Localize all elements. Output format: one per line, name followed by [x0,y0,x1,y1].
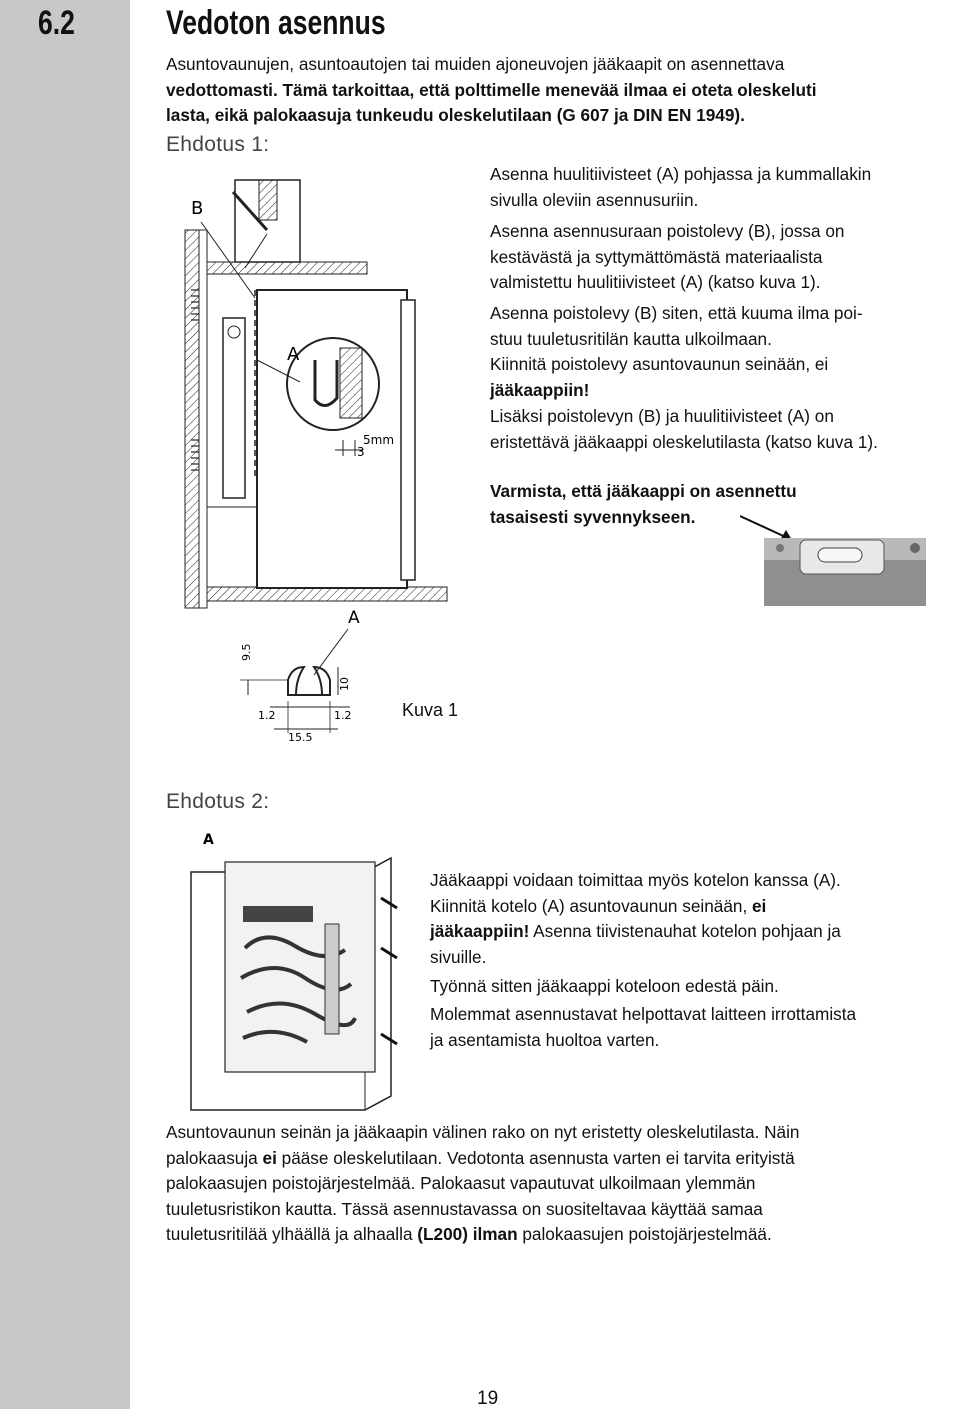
closing-line-5-a: tuuletusritilää ylhäällä ja alhaalla [166,1224,418,1244]
s2-p1-line-4: sivuille. [430,946,487,967]
page-number: 19 [477,1388,499,1409]
sidebar-band [0,0,130,1409]
floor [207,587,447,601]
s2-p1-line-3 [430,919,841,945]
closing-line-2-a: palokaasuja [166,1147,263,1168]
s1-p3-line-3: Kiinnitä poistolevy asuntovaunun seinään, ei [490,354,829,374]
lip-seal-profile-figure [230,605,370,745]
dim-10: 10 [338,677,351,691]
caravan-wall [185,230,199,608]
label-a-profile: A [348,608,360,628]
closing-line-5 [166,1222,799,1248]
condenser-fins [243,906,313,922]
s2-p1-line-3-a: jääkaappiin! [430,921,530,941]
dim-1-2-left: 1.2 [258,709,276,722]
suggestion-1-heading: Ehdotus 1: [166,133,270,156]
intro-line-3: lasta, eikä palokaasuja tunkeudu oleskelutilaan (G 607 ja DIN EN 1949). [166,105,745,125]
dim-9-5: 9.5 [240,643,253,661]
dim-3: 3 [357,445,365,459]
installation-cross-section-figure [175,150,485,620]
s1-p1-line-2: sivulla oleviin asennusuriin. [490,189,699,210]
level-line-1: Varmista, että jääkaappi on asennettu [490,481,797,501]
closing-line-3: palokaasujen poistojärjestelmää. Palokaasut vapautuvat ulkoilmaan ylemmän [166,1173,756,1193]
label-a: A [287,344,300,365]
s2-p3-line-2: ja asentamista huoltoa varten. [430,1029,660,1050]
intro-paragraph [166,52,816,129]
closing-line-2-b: ei [262,1147,277,1168]
s2-p1-line-3-b: Asenna tiivistenauhat kotelon pohjaan ja [529,921,841,941]
closing-line-4: tuuletusristikon kautta. Tässä asennustavassa on suositeltavaa käyttää samaa [166,1198,763,1219]
s1-p4-line-2: eristettävä jääkaappi oleskelutilasta (katso kuva 1). [490,431,878,452]
suggestion-1-para-1 [490,162,871,213]
housing-figure [185,828,415,1120]
suggestion-1-para-4 [490,404,878,455]
s1-p3-line-2: stuu tuuletusritilän kautta ulkoilmaan. [490,328,772,349]
closing-line-5-b: (L200) ilman [417,1224,518,1244]
s1-p1-line-1: Asenna huulitiivisteet (A) pohjassa ja kummallakin [490,164,872,184]
suggestion-1-para-3 [490,301,863,403]
section-title: Vedoton asennus [166,4,386,42]
suggestion-1-para-2 [490,219,844,296]
dim-1-2-right: 1.2 [334,709,352,722]
intro-line-1: Asuntovaunujen, asuntoautojen tai muiden ajoneuvojen jääkaapit on asennettava [166,54,785,74]
level-line-2: tasaisesti syvennykseen. [490,506,696,527]
closing-line-5-c: palokaasujen poistojärjestelmää. [517,1224,772,1244]
dim-15-5: 15.5 [288,731,313,744]
section-number: 6.2 [38,4,75,42]
closing-line-1: Asuntovaunun seinän ja jääkaapin välinen rako on nyt eristetty oleskelutilasta. Näin [166,1122,800,1142]
closing-paragraph [166,1120,799,1248]
s2-p1-line-2 [430,894,841,920]
suggestion-2-para-1 [430,868,841,970]
suggestion-2-heading: Ehdotus 2: [166,790,270,813]
closing-line-2 [166,1146,799,1172]
suggestion-2-para-3 [430,1002,856,1053]
s2-p3-line-1: Molemmat asennustavat helpottavat laitteen irrottamista [430,1004,857,1024]
dim-5mm: 5mm [363,433,395,447]
s1-p2-line-1: Asenna asennusuraan poistolevy (B), jossa on [490,221,845,241]
s1-p3-line-1: Asenna poistolevy (B) siten, että kuuma ilma poi- [490,303,863,323]
s2-p1-line-2-a: Kiinnitä kotelo (A) asuntovaunun seinään, [430,895,752,916]
figure-caption: Kuva 1 [402,700,459,720]
cooling-unit [223,318,245,498]
intro-line-2: vedottomasti. Tämä tarkoittaa, että polttimelle menevää ilmaa ei oteta oleskeluti [166,79,817,100]
s2-p1-line-1: Jääkaappi voidaan toimittaa myös kotelon kanssa (A). [430,870,841,890]
s1-p2-line-3: valmistettu huulitiivisteet (A) (katso kuva 1). [490,272,821,292]
spirit-level-figure [740,510,926,606]
suggestion-2-para-2: Työnnä sitten jääkaappi koteloon edestä päin. [430,976,779,996]
s1-p2-line-2: kestävästä ja syttymättömästä materiaalista [490,246,823,267]
label-b: B [191,198,204,219]
s1-p3-line-4: jääkaappiin! [490,379,590,400]
label-a-housing: A [203,832,214,848]
closing-line-2-c: pääse oleskelutilaan. Vedotonta asennusta varten ei tarvita erityistä [276,1147,795,1168]
detail-circle [287,338,379,430]
s2-p1-line-2-b: ei [752,895,767,916]
s1-p4-line-1: Lisäksi poistolevyn (B) ja huulitiivisteet (A) on [490,406,834,426]
